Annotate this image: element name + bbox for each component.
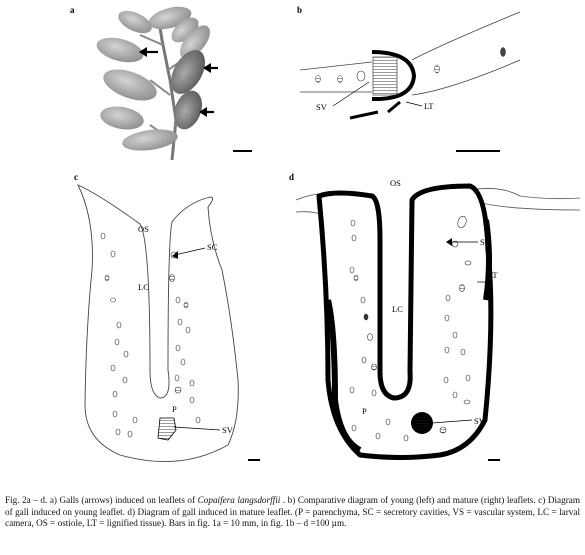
label-c-sv: SV bbox=[222, 425, 233, 435]
vascular-system-d bbox=[415, 416, 429, 430]
caption-species: Copaifera langsdorffii bbox=[197, 495, 281, 505]
label-b-sv: SV bbox=[316, 102, 327, 112]
gall-c-outline bbox=[78, 185, 238, 462]
panel-letter-d: d bbox=[289, 172, 295, 182]
panel-letter-a: a bbox=[70, 5, 75, 15]
label-c-sc: SC bbox=[207, 242, 218, 252]
label-d-sc: SC bbox=[480, 237, 491, 247]
label-b-lt: LT bbox=[424, 101, 434, 111]
label-d-p: P bbox=[362, 406, 367, 416]
label-c-lc: LC bbox=[138, 282, 149, 292]
leaf-photo bbox=[94, 3, 216, 160]
vascular-system bbox=[373, 57, 397, 95]
label-d-sv: SV bbox=[474, 416, 485, 426]
label-c-os: OS bbox=[138, 224, 149, 234]
lignified-tissue-1 bbox=[388, 102, 400, 112]
label-d-lt: LT bbox=[488, 270, 498, 280]
gall-d-lignified-wall bbox=[319, 186, 491, 458]
lignified-tissue-2 bbox=[350, 112, 378, 118]
panel-b bbox=[297, 5, 520, 151]
label-c-p: P bbox=[172, 404, 177, 414]
panel-c bbox=[74, 172, 260, 462]
panel-letter-b: b bbox=[297, 5, 303, 15]
panel-a bbox=[70, 3, 252, 160]
label-d-os: OS bbox=[390, 178, 401, 188]
panel-letter-c: c bbox=[74, 172, 78, 182]
label-d-lc: LC bbox=[392, 304, 403, 314]
caption-part-1: Fig. 2a – d. a) Galls (arrows) induced on leaflets of bbox=[5, 495, 198, 505]
panel-d bbox=[289, 172, 580, 460]
caption-part-2: . b) Comparative diagram of young (left) and mature (right) leaflets. c) Diagram of gall induced on young leaflet. d) Diagram of gall induced in mature leaflet. (P = parenchyma, SC = secretory cavities, VS = vascular system, LC = larval camera, OS = ostiole, LT = lignified tissue). Bars in fig. 1a = 10 mm, in fig. 1b – d =100 µm. bbox=[5, 495, 580, 529]
figure-caption bbox=[5, 495, 580, 530]
